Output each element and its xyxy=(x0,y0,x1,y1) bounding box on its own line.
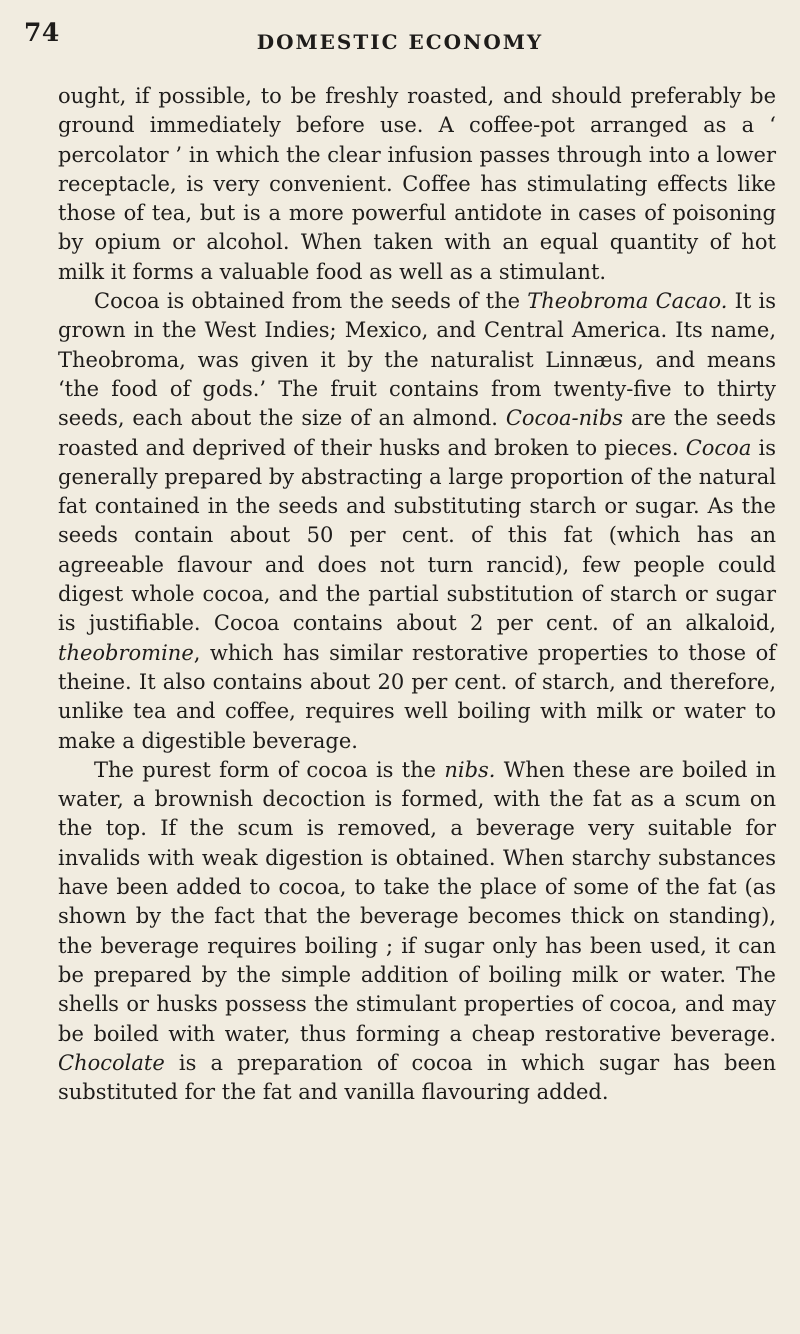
italic-term: nibs. xyxy=(444,757,496,782)
paragraph-coffee-continued xyxy=(58,82,776,287)
text-run: , which has similar restorative properties to those of theine. It also contains about 20 per cent. of starch, and therefore, unlike tea and coffee, requires well boiling with milk or water to make a digestible beverage. xyxy=(58,640,776,753)
italic-term: Theobroma Cacao. xyxy=(527,289,728,314)
text-run: It is grown in the West Indies; Mexico, and Central America. Its name, Theobroma, was given it by the naturalist Linnæus, and means ‘the food of gods.’ The fruit contains from twenty-five to thirty seeds, each about the size of an almond. xyxy=(58,289,777,431)
text-run: The purest form of cocoa is the xyxy=(94,757,445,782)
italic-term: Cocoa xyxy=(685,435,752,460)
text-run: ought, if possible, to be freshly roasted, and should preferably be ground immediately before use. A coffee-pot arranged as a ‘ percolator ’ in which the clear infusion passes through into a lower receptacle, is very convenient. Coffee has stimulating effects like those of tea, but is a more powerful antidote in cases of poisoning by opium or alcohol. When taken with an equal quantity of hot milk it forms a valuable food as well as a stimulant. xyxy=(58,84,776,284)
italic-term: Chocolate xyxy=(58,1050,165,1075)
page-number: 74 xyxy=(24,18,60,47)
body-text xyxy=(58,82,776,1107)
text-run: are the seeds roasted and deprived of their husks and broken to pieces. xyxy=(58,406,776,460)
text-run: When these are boiled in water, a brownish decoction is formed, with the fat as a scum on the top. If the scum is removed, a beverage very suitable for invalids with weak digestion is obtained. When starchy substances have been added to cocoa, to take the place of some of the fat (as shown by the fact that the beverage becomes thick on standing), the beverage requires boiling ; if sugar only has been used, it can be prepared by the simple addition of boiling milk or water. The shells or husks possess the stimulant properties of cocoa, and may be boiled with water, thus forming a cheap restorative beverage. xyxy=(58,757,776,1046)
paragraph-nibs xyxy=(58,756,776,1108)
italic-term: Cocoa-nibs xyxy=(505,406,624,431)
running-title: DOMESTIC ECONOMY xyxy=(256,30,544,54)
text-run: is a preparation of cocoa in which sugar has been substituted for the fat and vanilla flavouring added. xyxy=(58,1050,776,1105)
italic-term: theobromine xyxy=(58,640,194,665)
paragraph-cocoa xyxy=(58,287,776,756)
text-run: is generally prepared by abstracting a large proportion of the natural fat contained in the seeds and substituting starch or sugar. As the seeds contain about 50 per cent. of this fat (which has an agreeable flavour and does not turn rancid), few people could digest whole cocoa, and the partial substitution of starch or sugar is justifiable. Cocoa contains about 2 per cent. of an alkaloid, xyxy=(58,435,776,636)
text-run: Cocoa is obtained from the seeds of the xyxy=(94,289,528,314)
